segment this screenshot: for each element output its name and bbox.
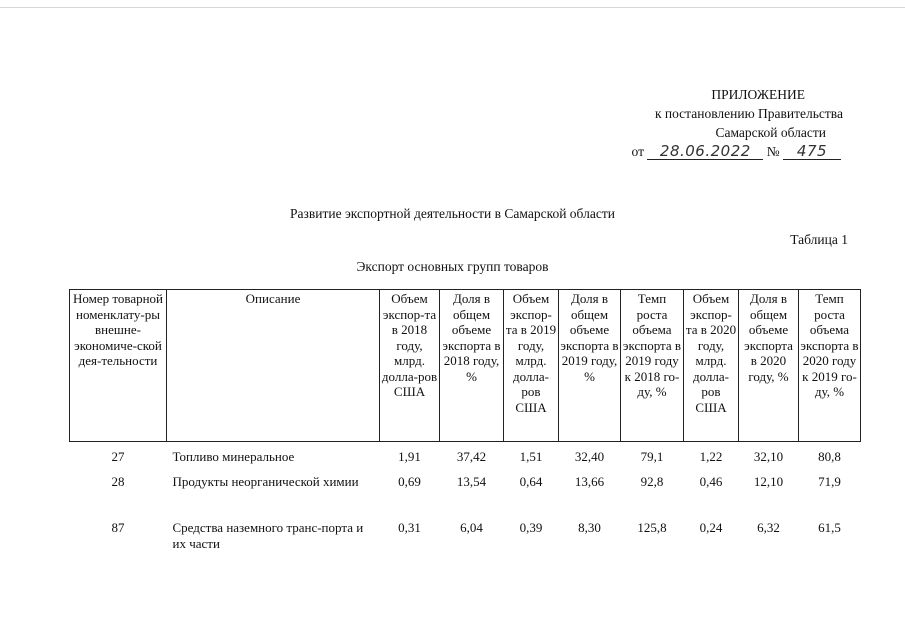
header-volume-2018: Объем экспор-та в 2018 году, млрд. долла-ров США bbox=[380, 290, 440, 442]
cell-share-2018: 13,54 bbox=[456, 474, 487, 489]
table-row bbox=[70, 516, 861, 551]
cell-share-2018: 6,04 bbox=[460, 520, 483, 535]
handwritten-date: 28.06.2022 bbox=[647, 144, 763, 160]
header-growth-2020: Темп роста объема экспорта в 2020 году к 2019 го-ду, % bbox=[799, 290, 861, 442]
cell-volume-2018: 0,31 bbox=[398, 520, 421, 535]
cell-share-2020: 32,10 bbox=[753, 449, 784, 464]
appendix-heading: ПРИЛОЖЕНИЕ bbox=[711, 87, 805, 102]
cell-growth-2019: 92,8 bbox=[640, 474, 664, 489]
cell-growth-2020: 61,5 bbox=[818, 520, 841, 535]
appendix-resolution-line: к постановлению Правительства bbox=[654, 106, 843, 121]
cell-growth-2020: 71,9 bbox=[818, 474, 841, 489]
table-row bbox=[70, 469, 861, 516]
header-hs-code: Номер товарной номенклату-ры внешне-экономиче-ской дея-тельности bbox=[70, 290, 167, 442]
cell-share-2019: 8,30 bbox=[578, 520, 601, 535]
document-title: Развитие экспортной деятельности в Самарской области bbox=[290, 206, 615, 221]
header-volume-2020: Объем экспор-та в 2020 году, млрд. долла-ров США bbox=[684, 290, 739, 442]
appendix-region-line: Самарской области bbox=[715, 125, 826, 140]
cell-hs-code: 27 bbox=[111, 449, 125, 464]
appendix-date-line bbox=[632, 142, 842, 161]
header-share-2019: Доля в общем объеме экспорта в 2019 году, % bbox=[559, 290, 621, 442]
header-description: Описание bbox=[167, 290, 380, 442]
export-table bbox=[69, 289, 861, 551]
table-number: Таблица 1 bbox=[790, 232, 848, 247]
cell-share-2018: 37,42 bbox=[456, 449, 487, 464]
cell-hs-code: 87 bbox=[111, 520, 125, 535]
cell-share-2020: 6,32 bbox=[757, 520, 780, 535]
cell-volume-2018: 1,91 bbox=[398, 449, 421, 464]
cell-growth-2019: 79,1 bbox=[640, 449, 664, 464]
cell-share-2019: 13,66 bbox=[574, 474, 605, 489]
cell-growth-2020: 80,8 bbox=[818, 449, 841, 464]
table-row bbox=[70, 442, 861, 470]
cell-volume-2019: 0,64 bbox=[519, 474, 543, 489]
cell-volume-2020: 1,22 bbox=[699, 449, 723, 464]
appendix-block bbox=[632, 85, 844, 161]
cell-volume-2019: 1,51 bbox=[519, 449, 543, 464]
header-growth-2019: Темп роста объема экспорта в 2019 году к 2018 го-ду, % bbox=[621, 290, 684, 442]
date-prefix: от bbox=[631, 144, 644, 159]
cell-volume-2018: 0,69 bbox=[398, 474, 421, 489]
cell-share-2020: 12,10 bbox=[753, 474, 784, 489]
cell-description: Топливо минеральное bbox=[172, 449, 295, 464]
number-prefix: № bbox=[766, 144, 780, 159]
header-share-2018: Доля в общем объеме экспорта в 2018 году, % bbox=[440, 290, 504, 442]
header-share-2020: Доля в общем объеме экспорта в 2020 году, % bbox=[739, 290, 799, 442]
table-title: Экспорт основных групп товаров bbox=[356, 259, 549, 274]
cell-volume-2019: 0,39 bbox=[519, 520, 543, 535]
header-volume-2019: Объем экспор-та в 2019 году, млрд. долла-ров США bbox=[504, 290, 559, 442]
page-edge-line bbox=[0, 7, 905, 8]
handwritten-number: 475 bbox=[783, 144, 841, 160]
cell-description: Средства наземного транс-порта и их части bbox=[172, 520, 364, 551]
cell-description: Продукты неорганической химии bbox=[172, 474, 359, 489]
cell-share-2019: 32,40 bbox=[574, 449, 605, 464]
cell-hs-code: 28 bbox=[111, 474, 125, 489]
cell-volume-2020: 0,46 bbox=[699, 474, 723, 489]
table-header-row bbox=[70, 290, 861, 442]
cell-growth-2019: 125,8 bbox=[637, 520, 667, 535]
cell-volume-2020: 0,24 bbox=[699, 520, 723, 535]
